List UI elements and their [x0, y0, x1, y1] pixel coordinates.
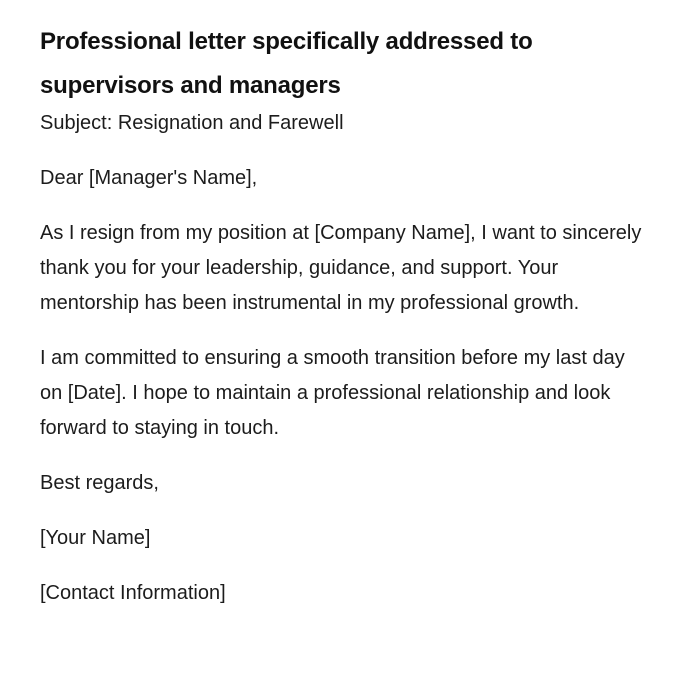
letter-closing: Best regards,: [40, 472, 159, 494]
letter-paragraph-gratitude: As I resign from my position at [Company Name], I want to sincerely thank you for your leadership, guidance, and support. Your mentorship has been instrumental in my professional growth.: [40, 222, 642, 314]
letter-subject: Subject: Resignation and Farewell: [40, 112, 344, 134]
letter-paragraph-transition: I am committed to ensuring a smooth transition before my last day on [Date]. I hope to maintain a professional relationship and look forward to staying in touch.: [40, 347, 625, 439]
letter-title: Professional letter specifically addressed to supervisors and managers: [40, 28, 533, 99]
letter-document: [40, 20, 650, 611]
letter-sender-name: [Your Name]: [40, 527, 151, 549]
letter-salutation: Dear [Manager's Name],: [40, 167, 258, 189]
letter-contact-info: [Contact Information]: [40, 582, 226, 604]
